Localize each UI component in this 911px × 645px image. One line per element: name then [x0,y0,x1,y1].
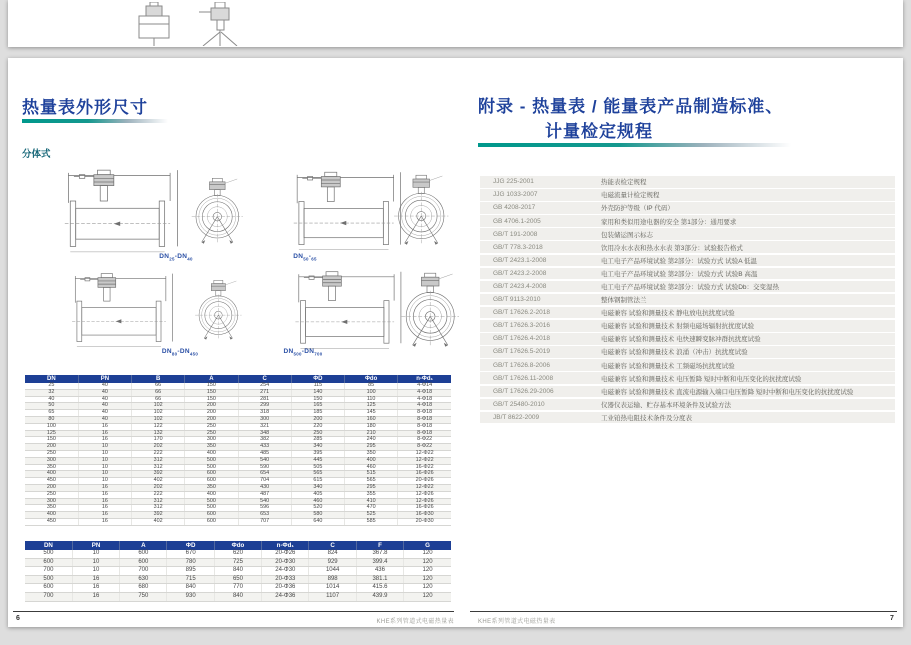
standard-row [480,359,895,371]
standard-name: 电磁兼容 试验和测量技术 工频磁场抗扰度试验 [601,362,735,370]
table-row: 600 16 680 840 770 20-Φ36 1014 415.6 120 [25,584,451,593]
standard-row [480,333,895,345]
column-header: PN [72,541,119,550]
standard-code: GB/T 25480-2010 [493,400,545,408]
standard-code: JJG 1033-2007 [493,191,538,199]
standard-name: 热能表检定规程 [601,179,647,187]
standard-code: GB/T 17626.4-2018 [493,335,550,343]
standard-code: GB/T 17626.3-2016 [493,322,550,330]
standard-name: 包装储运图示标志 [601,231,653,239]
section-label-split-type: 分体式 [22,149,51,160]
figure-caption: $DN_{25}-DN_{40}$ [159,253,193,262]
column-header: DN [25,375,78,383]
outline-drawing-front-dn500-dn700 [395,268,467,352]
standard-name: 仪器仪表运输、贮存基本环境条件及试验方法 [601,401,731,409]
column-header: n-Φd₁ [262,541,309,550]
figure-caption: $DN_{50}-_{65}$ [293,253,317,262]
standard-row [480,281,895,293]
right-footer-rule [470,611,897,612]
standard-row [480,268,895,280]
column-header: C [238,375,291,383]
column-header: B [132,375,185,383]
standard-row [480,346,895,358]
standard-name: 电磁兼容 试验和测量技术 浪涌（冲击）抗扰度试验 [601,349,748,357]
table-row: 100 16 122 250 321 220 180 8-Φ18 [25,423,451,430]
standard-name: 整体钢制管法兰 [601,297,647,305]
previous-page-drawing-fragment [133,2,253,46]
standard-row [480,412,895,424]
figure-caption: $DN_{80}-DN_{450}$ [161,348,199,357]
standard-row [480,372,895,384]
column-header: A [185,375,238,383]
standard-name: 电磁兼容 试验和测量技术 直流电源输入端口电压暂降 短时中断和电压变化的抗扰度试验 [601,388,854,396]
standard-row [480,241,895,253]
table-row: 250 10 222 400 485 395 350 12-Φ22 [25,450,451,457]
standard-row [480,399,895,411]
left-footer-text: KHE系列管道式电磁热量表 [376,619,454,625]
standard-name: 电工电子产品环境试验 第2部分：试验方式 试验B 高温 [601,270,758,278]
table-row: 125 16 132 250 348 250 210 8-Φ18 [25,430,451,437]
column-header: ΦD [291,375,344,383]
standard-code: GB/T 17626.11-2008 [493,374,554,382]
right-title-underline [478,143,791,147]
outline-drawing-side-dn500-dn700 [290,270,408,350]
standard-code: GB/T 2423.4-2008 [493,283,547,290]
table-row: 400 16 392 600 653 580 525 16-Φ30 [25,512,451,519]
standard-code: GB/T 17626.5-2019 [493,348,550,356]
catalog-page-spread [8,58,903,627]
standard-row [480,228,895,240]
standard-code: JB/T 8622-2009 [493,413,540,421]
outline-drawing-front-dn50-65 [388,168,456,252]
table-row: 600 10 600 780 725 20-Φ30 929 399.4 120 [25,558,451,567]
standard-row [480,255,895,267]
left-page-number: 6 [16,615,20,622]
column-header: DN [25,541,72,550]
standard-row [480,307,895,319]
standard-code: GB/T 9113-2010 [493,296,541,304]
table-row: 700 10 700 895 840 24-Φ30 1044 436 120 [25,567,451,576]
standard-code: GB/T 2423.2-2008 [493,269,547,277]
standard-row [480,215,895,227]
outline-drawing-front-dn25-dn40 [186,170,250,252]
left-page-title: 热量表外形尺寸 [22,98,148,117]
standard-row [480,202,895,214]
table-row: 25 40 66 150 254 115 85 4-Φ14 [25,383,451,389]
standard-code: GB 4208-2017 [493,204,536,212]
table-row: 350 16 312 500 596 520 470 16-Φ26 [25,505,451,512]
table-row: 350 10 312 500 590 505 460 16-Φ22 [25,464,451,471]
table-row: 40 40 66 150 281 150 110 4-Φ18 [25,396,451,403]
standard-row [480,189,895,201]
table-row: 450 10 402 600 704 615 565 20-Φ26 [25,478,451,485]
right-page-title-line2: 计量检定规程 [545,122,653,141]
right-page-title-line1: 附录 - 热量表 / 能量表产品制造标准、 [478,97,784,116]
outline-drawing-front-dn80-dn450 [190,274,248,346]
table-row: 150 16 170 300 382 285 240 8-Φ22 [25,437,451,444]
standard-code: JJG 225-2001 [493,178,534,186]
table-row: 200 10 202 350 433 340 295 8-Φ22 [25,444,451,451]
column-header: ΦD [167,541,214,550]
outline-drawing-side-dn80-dn450 [66,272,180,348]
table-row: 500 16 630 715 650 20-Φ33 898 381.1 120 [25,575,451,584]
standard-code: GB 4706.1-2005 [493,217,541,225]
table-row: 300 16 312 500 540 460 410 12-Φ26 [25,498,451,505]
table-row: 32 40 66 150 271 140 100 4-Φ18 [25,389,451,396]
standard-name: 家用和类似用途电器的安全 第1部分：通用要求 [601,218,737,226]
standard-code: GB/T 17626.29-2006 [493,387,554,395]
column-header: F [356,541,403,550]
standard-name: 电工电子产品环境试验 第2部分：试验方式 试验Db：交变湿热 [601,284,780,291]
standard-name: 电磁兼容 试验和测量技术 静电放电抗扰度试验 [601,310,735,318]
outline-drawing-side-dn25-dn40 [63,168,181,254]
table-row: 450 16 402 600 707 640 585 20-Φ30 [25,518,451,525]
column-header: C [309,541,356,550]
previous-page-edge [8,0,903,47]
figure-caption: $DN_{500}-DN_{700}$ [283,348,323,357]
dimension-table-dn500-700 [25,541,451,602]
standard-code: GB/T 778.3-2018 [493,243,543,251]
table-row: 300 10 312 500 540 445 400 12-Φ22 [25,457,451,464]
standard-name: 电工电子产品环境试验 第2部分：试验方式 试验A 低温 [601,257,758,265]
table-row: 250 16 222 400 487 405 355 12-Φ26 [25,491,451,498]
dimension-table-dn25-450 [25,375,451,526]
standard-name: 电磁流量计检定规程 [601,192,660,200]
standard-code: GB/T 191-2008 [493,230,538,238]
standard-code: GB/T 17626.8-2006 [493,361,550,369]
standard-row [480,176,895,188]
table-row: 400 10 392 600 654 565 515 16-Φ26 [25,471,451,478]
right-footer-text: KHE系列管道式电磁热量表 [478,619,556,625]
table-row: 80 40 102 200 300 200 160 8-Φ18 [25,416,451,423]
column-header: G [404,541,451,550]
column-header: A [120,541,167,550]
right-page-number: 7 [890,615,894,622]
column-header: Φdo [214,541,261,550]
table-row: 500 10 600 670 620 20-Φ26 824 367.8 120 [25,550,451,558]
standard-name: 工业铂热电阻技术条件及分度表 [601,414,692,422]
standard-name: 电磁兼容 试验和测量技术 电快速瞬变脉冲群抗扰度试验 [601,336,761,344]
left-footer-rule [13,611,454,612]
column-header: PN [78,375,131,383]
column-header: Φdo [345,375,398,383]
standard-row [480,320,895,332]
table-row: 200 16 202 350 430 340 295 12-Φ22 [25,484,451,491]
standard-name: 外壳防护等级（IP 代码） [601,205,674,213]
table-row: 700 16 750 930 840 24-Φ36 1107 439.9 120 [25,592,451,601]
table-row: 50 40 102 200 299 165 125 4-Φ18 [25,403,451,410]
standard-name: 饮用冷水水表和热水水表 第3部分：试验报告格式 [601,244,743,252]
standard-code: GB/T 2423.1-2008 [493,256,547,264]
standard-row [480,294,895,306]
standard-name: 电磁兼容 试验和测量技术 电压暂降 短时中断和电压变化的抗扰度试验 [601,375,802,383]
standard-name: 电磁兼容 试验和测量技术 射频电磁场辐射抗扰度试验 [601,323,755,331]
column-header: n-Φd₁ [398,375,451,383]
standard-row [480,386,895,398]
left-title-underline [22,119,168,123]
table-row: 65 40 102 200 318 185 145 8-Φ18 [25,410,451,417]
standards-list [480,176,895,425]
standard-code: GB/T 17626.2-2018 [493,309,550,317]
